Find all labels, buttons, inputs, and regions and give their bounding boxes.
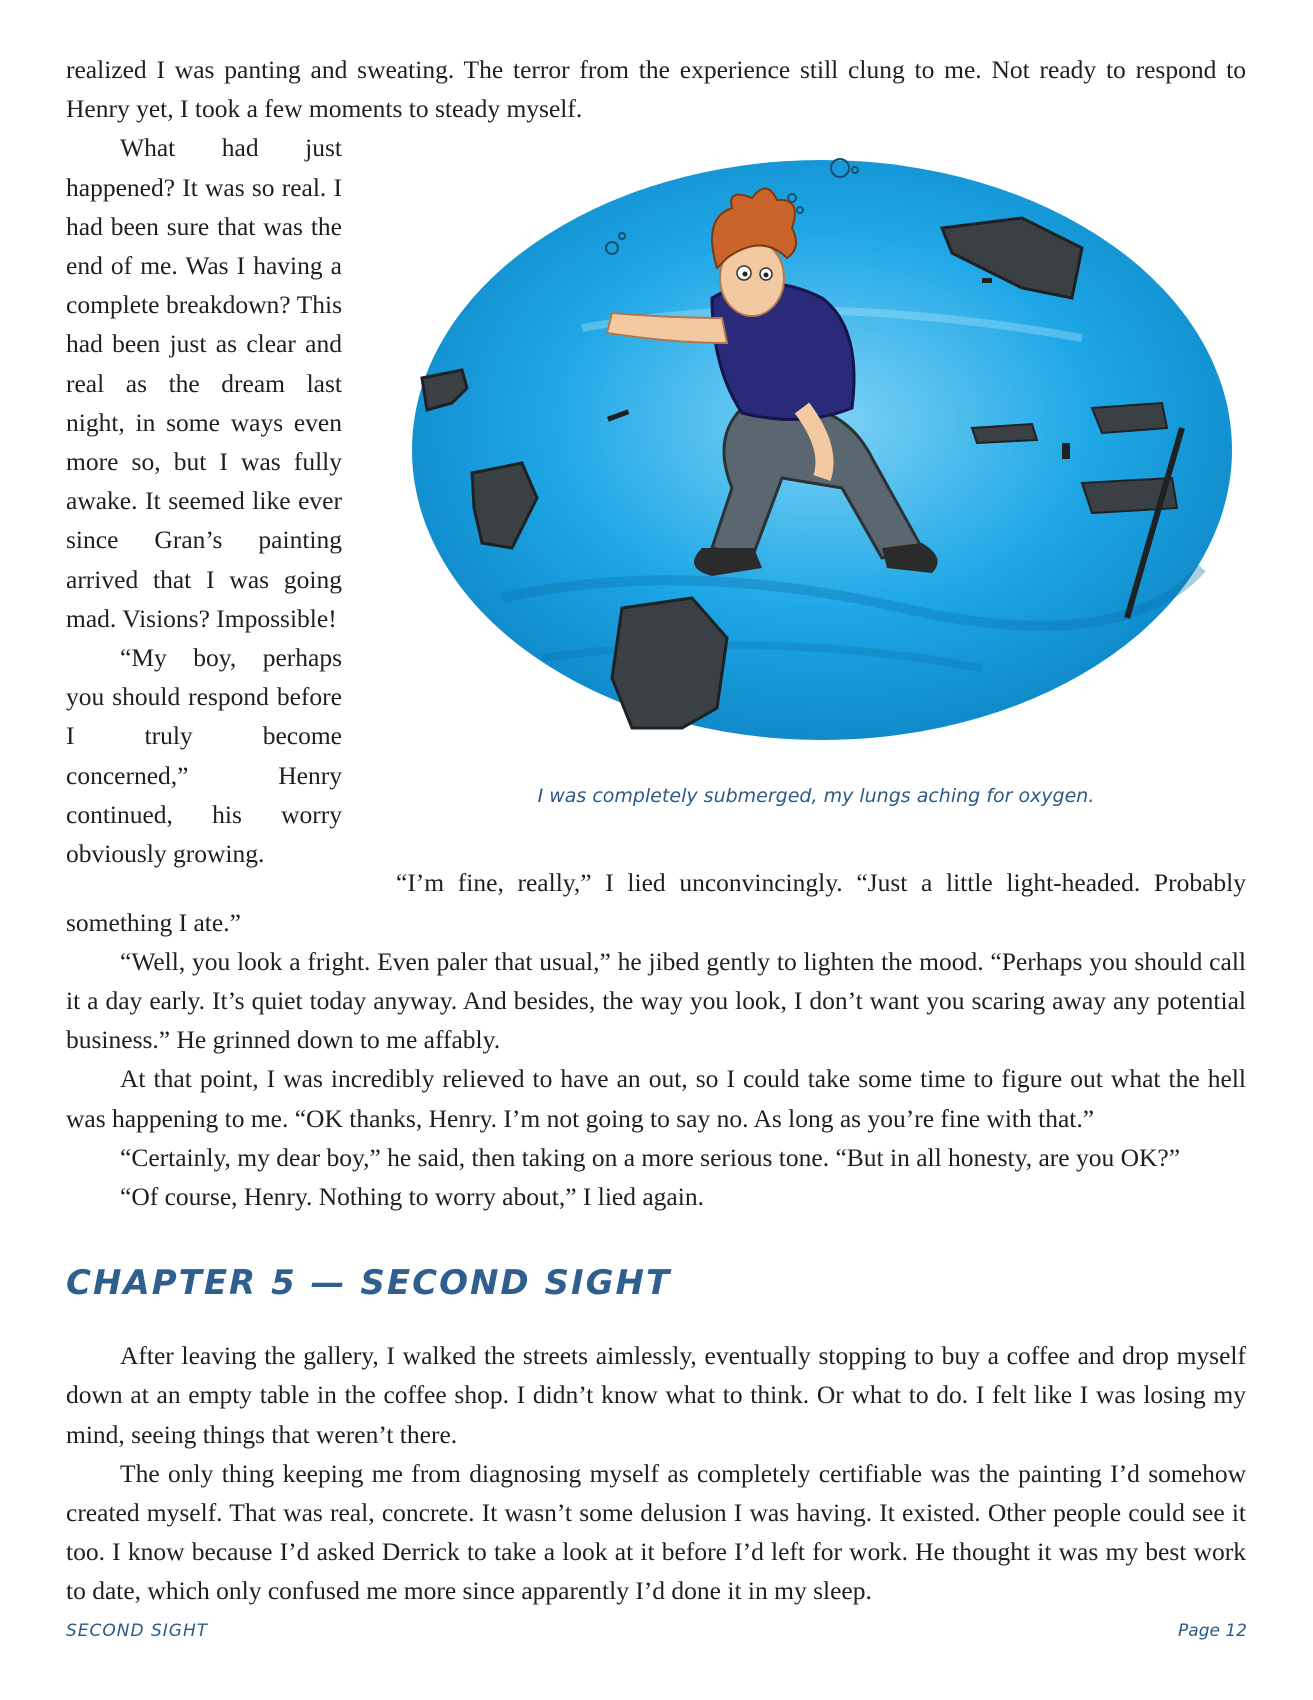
paragraph-wrapped-1: What had just happened? It was so real. I had been sure that was the end of me. Was I having a complete breakdown? This had been just as clear and real as the dream last night, in some ways even more so, but I was fully awake. It seemed like ever since Gran’s painting arrived that I was going mad. Visions? Impossible! xyxy=(66,133,342,633)
figure-caption: I was completely submerged, my lungs aching for oxygen. xyxy=(537,785,1095,808)
rock-right-2 xyxy=(972,424,1037,443)
figure-wrap-block xyxy=(66,128,1246,869)
paragraph: “Of course, Henry. Nothing to worry about,” I lied again. xyxy=(120,1182,704,1212)
page-body xyxy=(66,50,1246,1611)
rock-bottom xyxy=(612,598,727,728)
paragraph: The only thing keeping me from diagnosing myself as completely certifiable was the painting I’d somehow created myself. That was real, concrete. It wasn’t some delusion I was having. It existed. Other people could see it too. I know because I’d asked Derrick to take a look at it before I’d left for work. He thought it was my best work to date, which only confused me more since apparently I’d done it in my sleep. xyxy=(66,1458,1246,1606)
paragraph-top: realized I was panting and sweating. The terror from the experience still clung to me. Not ready to respond to Henry yet, I took a few moments to steady myself. xyxy=(66,55,1246,124)
paragraph: After leaving the gallery, I walked the streets aimlessly, eventually stopping to buy a coffee and drop myself down at an empty table in the coffee shop. I didn’t know what to think. Or what to do. I felt like I was losing my mind, seeing things that weren’t there. xyxy=(66,1341,1246,1449)
footer-page-number: Page 12 xyxy=(1178,1621,1247,1641)
footer-book-title: SECOND SIGHT xyxy=(66,1621,209,1641)
paragraph-wrapped-2: “My boy, perhaps you should respond before I truly become concerned,” Henry continued, his worry obviously growing. xyxy=(66,643,342,869)
wrapped-text-column xyxy=(66,128,342,873)
illustration-figure xyxy=(382,128,1250,868)
chapter-heading: CHAPTER 5 — SECOND SIGHT xyxy=(66,1263,672,1304)
chapter-body xyxy=(66,1336,1246,1610)
paragraphs-after-figure xyxy=(66,863,1246,1216)
paragraph: “I’m fine, really,” I lied unconvincingly. “Just a little light-headed. Probably something I ate.” xyxy=(66,868,1246,937)
rock-right-1 xyxy=(1092,403,1167,433)
paragraph: “Certainly, my dear boy,” he said, then taking on a more serious tone. “But in all honesty, are you OK?” xyxy=(120,1142,1181,1172)
submerged-boy-illustration xyxy=(382,128,1250,778)
paragraph: “Well, you look a fright. Even paler that usual,” he jibed gently to lighten the mood. “Perhaps you should call it a day early. It’s quiet today anyway. And besides, the way you look, I don’t want you scaring away any potential business.” He grinned down to me affably. xyxy=(66,946,1246,1055)
paragraph: At that point, I was incredibly relieved to have an out, so I could take some time to figure out what the hell was happening to me. “OK thanks, Henry. I’m not going to say no. As long as you’re fine with that.” xyxy=(66,1064,1246,1133)
